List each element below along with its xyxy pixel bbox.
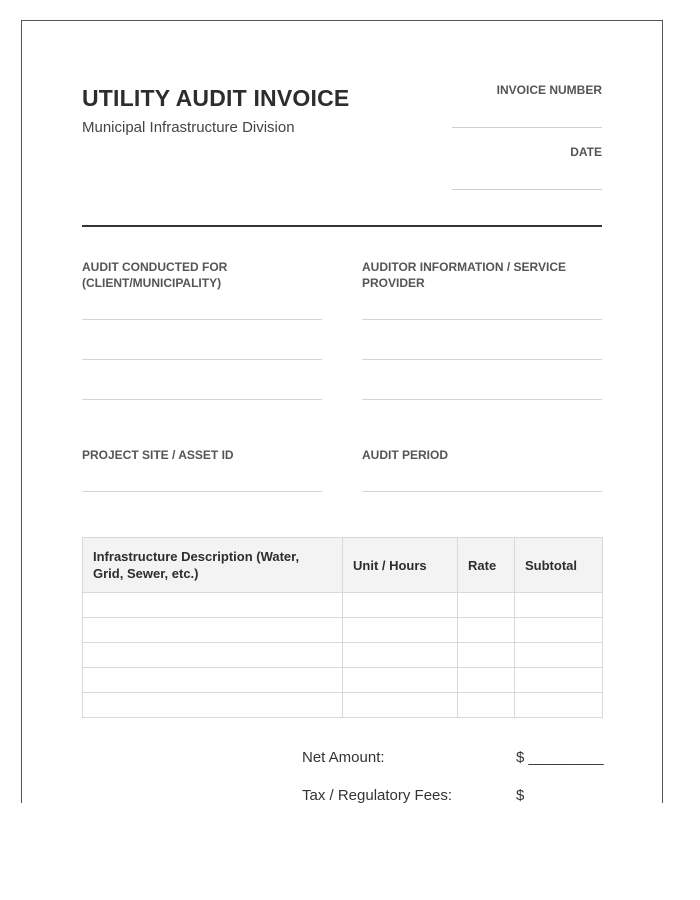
- table-cell[interactable]: [515, 693, 603, 718]
- table-cell[interactable]: [83, 643, 343, 668]
- header-divider: [82, 225, 602, 227]
- col-header-rate: Rate: [458, 538, 515, 593]
- net-amount-label: Net Amount:: [302, 749, 385, 766]
- table-cell[interactable]: [515, 593, 603, 618]
- table-cell[interactable]: [343, 668, 458, 693]
- table-cell[interactable]: [458, 643, 515, 668]
- table-cell[interactable]: [515, 668, 603, 693]
- date-field[interactable]: [452, 189, 602, 190]
- table-cell[interactable]: [343, 618, 458, 643]
- invoice-title: UTILITY AUDIT INVOICE: [82, 85, 350, 111]
- invoice-number-field[interactable]: [452, 127, 602, 128]
- table-row: [83, 693, 603, 718]
- client-line-1[interactable]: [82, 319, 322, 320]
- invoice-sheet: [21, 20, 663, 803]
- col-header-units: Unit / Hours: [343, 538, 458, 593]
- col-header-description: Infrastructure Description (Water, Grid, Sewer, etc.): [83, 538, 343, 593]
- table-row: [83, 668, 603, 693]
- table-header-row: [83, 538, 603, 593]
- line-items-table: [82, 537, 603, 718]
- table-cell[interactable]: [83, 593, 343, 618]
- table-cell[interactable]: [458, 618, 515, 643]
- net-amount-value[interactable]: $ _________: [516, 749, 604, 766]
- table-cell[interactable]: [343, 643, 458, 668]
- table-cell[interactable]: [515, 643, 603, 668]
- table-cell[interactable]: [83, 668, 343, 693]
- table-cell[interactable]: [343, 693, 458, 718]
- client-label: AUDIT CONDUCTED FOR (CLIENT/MUNICIPALITY): [82, 260, 228, 290]
- table-cell[interactable]: [458, 693, 515, 718]
- table-cell[interactable]: [343, 593, 458, 618]
- table-row: [83, 618, 603, 643]
- invoice-number-label: INVOICE NUMBER: [496, 83, 602, 97]
- col-header-subtotal: Subtotal: [515, 538, 603, 593]
- tax-fees-label: Tax / Regulatory Fees:: [302, 787, 453, 803]
- tax-fees-value[interactable]: $: [516, 787, 525, 803]
- table-cell[interactable]: [458, 593, 515, 618]
- table-cell[interactable]: [83, 618, 343, 643]
- auditor-line-1[interactable]: [362, 319, 602, 320]
- table-row: [83, 643, 603, 668]
- client-line-3[interactable]: [82, 399, 322, 400]
- client-line-2[interactable]: [82, 359, 322, 360]
- period-field[interactable]: [362, 491, 602, 492]
- auditor-line-3[interactable]: [362, 399, 602, 400]
- auditor-line-2[interactable]: [362, 359, 602, 360]
- table-cell[interactable]: [458, 668, 515, 693]
- table-row: [83, 593, 603, 618]
- date-label: DATE: [570, 145, 602, 159]
- table-cell[interactable]: [83, 693, 343, 718]
- site-field[interactable]: [82, 491, 322, 492]
- invoice-subtitle: Municipal Infrastructure Division: [82, 119, 295, 136]
- auditor-label: AUDITOR INFORMATION / SERVICE PROVIDER: [362, 260, 567, 290]
- period-label: AUDIT PERIOD: [362, 448, 449, 462]
- site-label: PROJECT SITE / ASSET ID: [82, 448, 234, 462]
- table-cell[interactable]: [515, 618, 603, 643]
